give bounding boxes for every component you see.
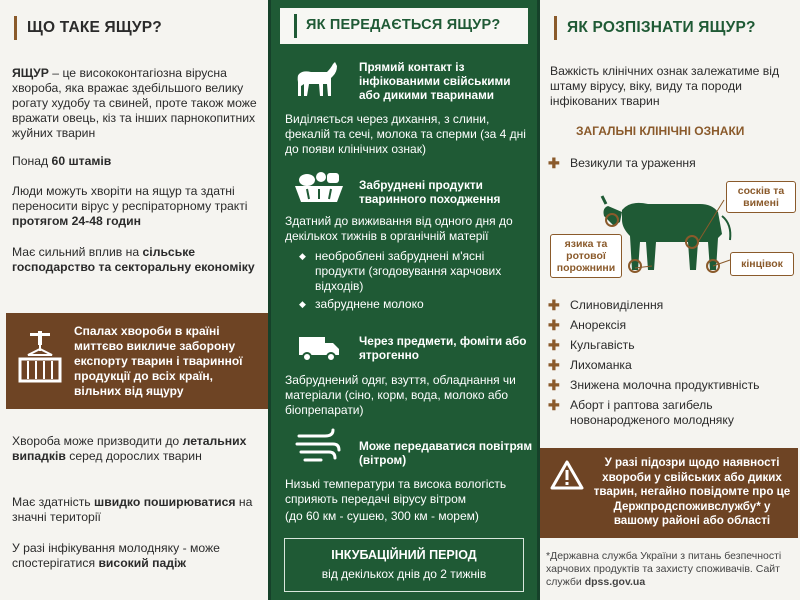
clinical-signs-list	[548, 298, 798, 438]
fatal-paragraph	[12, 434, 262, 464]
fomites-text: Забруднений одяг, взуття, обладнання чи матеріали (сіно, корм, вода, молоко або біопрепарати)	[285, 373, 516, 417]
food-basket-icon	[293, 170, 345, 204]
cross-bullet-icon: ✚	[548, 397, 560, 413]
incubation-box	[284, 538, 524, 592]
strains-paragraph	[12, 154, 260, 169]
air-text: Низькі температури та висока вологість сприяють передачі вірусу вітром	[285, 477, 507, 506]
air-range-text: (до 60 км - сушею, 300 км - морем)	[285, 509, 479, 523]
infect-paragraph	[12, 184, 262, 229]
list-item: ◆ необроблені забруднені м'ясні продукти (згодовування харчових відходів)	[299, 249, 535, 294]
products-text: Здатний до виживання від одного дня до декількох тижнів в органічній матерії	[285, 214, 513, 243]
fatal-rest: серед дорослих тварин	[65, 449, 202, 463]
spread-rest: на значні території	[12, 495, 253, 524]
products-bullet-list	[299, 249, 535, 315]
incubation-text: від декількох днів до 2 тижнів	[321, 567, 487, 581]
transmission-title-box	[280, 8, 528, 44]
export-crane-icon	[16, 329, 64, 385]
spread-bold: швидко поширюватися	[94, 495, 236, 509]
sign-label: Анорексія	[570, 318, 627, 332]
column-what-is	[0, 0, 268, 600]
column-transmission	[268, 0, 540, 600]
intro-rest: – це висококонтагіозна вірусна хвороба, яка вражає здебільшого велику рогату худобу та свиней, проте також може вражати овець, кіз та інших парнокопитних жуйних тварин	[12, 66, 257, 140]
goat-icon	[293, 60, 341, 100]
column-recognize	[540, 0, 800, 600]
cross-bullet-icon: ✚	[548, 357, 560, 373]
heading-accent-bar	[14, 16, 17, 40]
truck-icon	[297, 333, 341, 363]
fatal-text: Хвороба може призводити до	[12, 434, 183, 448]
outbreak-text: Спалах хвороби в країні миттєво викличе заборону експорту тварин і тваринної продукції до всіх країн, вільних від ящуру	[74, 324, 243, 398]
intro-bold: ЯЩУР	[12, 66, 49, 80]
fomites-title: Через предмети, фоміти або ятрогенно	[359, 334, 527, 362]
footnote-site-link[interactable]: dpss.gov.ua	[584, 576, 646, 588]
wind-icon	[295, 428, 341, 466]
cross-bullet-icon: ✚	[548, 377, 560, 393]
alert-box	[540, 448, 798, 538]
sign-label: Лихоманка	[570, 358, 632, 372]
callout-teats: сосків та вимені	[726, 181, 796, 213]
infect-text: Люди можуть хворіти на ящур та здатні переносити вірус у респіраторному тракті	[12, 184, 248, 213]
cross-bullet-icon: ✚	[548, 297, 560, 313]
callout-tongue: язика та ротової порожнини	[550, 234, 622, 278]
air-title: Може передаватися повітрям (вітром)	[359, 439, 533, 467]
what-is-title: ЩО ТАКЕ ЯЩУР?	[27, 19, 162, 36]
outbreak-box	[6, 313, 268, 409]
recognize-title: ЯК РОЗПІЗНАТИ ЯЩУР?	[567, 19, 756, 36]
general-signs-title: ЗАГАЛЬНІ КЛІНІЧНІ ОЗНАКИ	[576, 124, 745, 138]
incubation-title: ІНКУБАЦІЙНИЙ ПЕРІОД	[331, 548, 477, 562]
sign-label: Слиновиділення	[570, 298, 664, 312]
cross-bullet-icon: ✚	[548, 337, 560, 353]
infect-bold: протягом 24-48 годин	[12, 214, 141, 228]
transmission-title: ЯК ПЕРЕДАЄТЬСЯ ЯЩУР?	[306, 17, 501, 33]
strains-prefix: Понад	[12, 154, 52, 168]
warning-icon	[550, 460, 584, 490]
strains-bold: 60 штамів	[51, 154, 112, 168]
cross-bullet-icon: ✚	[548, 155, 560, 171]
vesicles-label: Везикули та ураження	[570, 156, 696, 170]
direct-contact-text: Виділяється через дихання, з слини, фекалій та сечі, молока та сперми (за 4 дні до появи клінічних ознак)	[285, 112, 526, 156]
young-text: У разі інфікування молодняку - може спостерігатися	[12, 541, 220, 570]
spread-text: Має здатність	[12, 495, 95, 509]
cross-bullet-icon: ✚	[548, 317, 560, 333]
impact-paragraph	[12, 245, 262, 275]
impact-bold: сільське господарство та секторальну економіку	[12, 245, 255, 274]
footnote	[546, 550, 794, 589]
list-item: ◆ забруднене молоко	[299, 297, 535, 312]
intro-paragraph	[12, 66, 260, 141]
spread-paragraph	[12, 495, 262, 525]
heading-accent-bar	[294, 14, 297, 38]
young-paragraph	[12, 541, 262, 571]
heading-accent-bar	[554, 16, 557, 40]
sign-label: Аборт і раптова загибель новонародженого молодняку	[570, 398, 734, 427]
callout-legs: кінцівок	[730, 252, 794, 276]
fatal-bold: летальних випадків	[12, 434, 247, 463]
sign-label: Кульгавість	[570, 338, 635, 352]
direct-contact-title: Прямий контакт із інфікованими свійськими або дикими тваринами	[359, 60, 511, 102]
products-title: Забруднені продукти тваринного походження	[359, 178, 501, 206]
impact-text: Має сильний вплив на	[12, 245, 143, 259]
recognize-intro: Важкість клінічних ознак залежатиме від штаму вірусу, віку, виду та породи інфікованих тварин	[550, 64, 780, 108]
footnote-text: *Державна служба України з питань безпечності харчових продуктів та захисту споживачів. Сайт служби	[546, 550, 782, 588]
alert-text: У разі підозри щодо наявності хвороби у свійських або диких тварин, негайно повідомте про це Держпродспоживслужбу* у вашому районі або області	[593, 456, 791, 527]
young-bold: високий падіж	[98, 556, 187, 570]
sign-label: Знижена молочна продуктивність	[570, 378, 760, 392]
